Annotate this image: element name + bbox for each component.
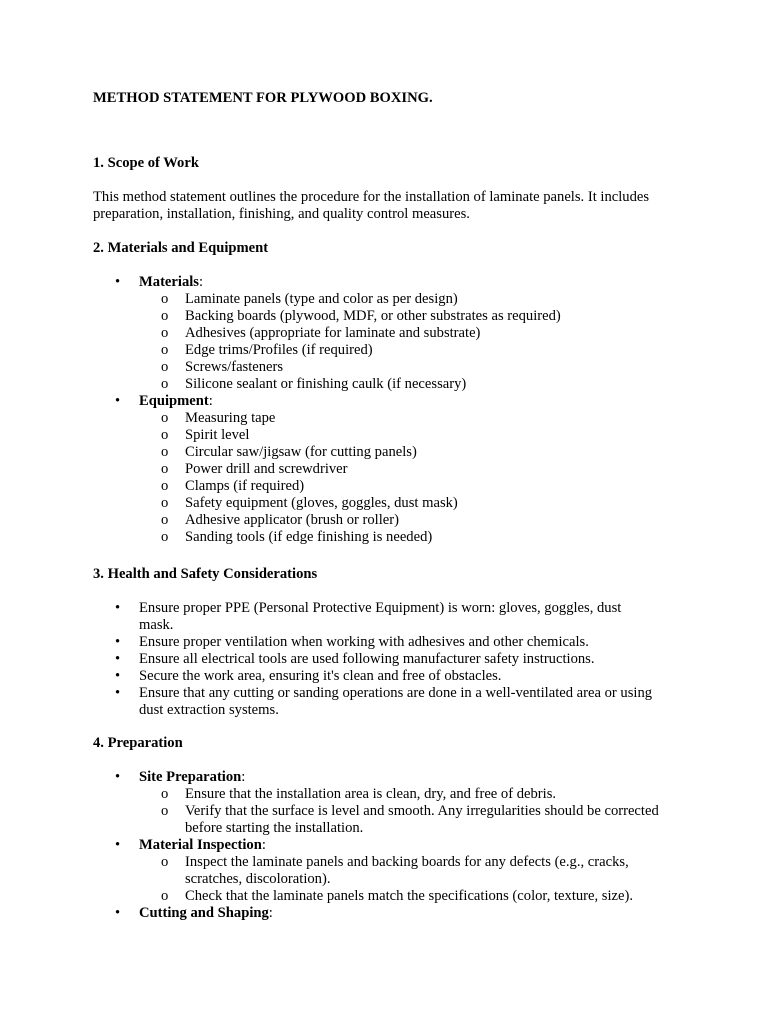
health-safety-list <box>93 600 693 719</box>
section-heading-health-safety: 3. Health and Safety Considerations <box>93 566 318 582</box>
list-item: o Edge trims/Profiles (if required) <box>139 342 693 359</box>
list-item: • Secure the work area, ensuring it's clean and free of obstacles. <box>93 668 693 685</box>
material-inspection-sublist <box>139 854 693 905</box>
list-item: o Safety equipment (gloves, goggles, dust mask) <box>139 495 693 512</box>
document-title: METHOD STATEMENT FOR PLYWOOD BOXING. <box>93 90 433 106</box>
list-item: • Site Preparation: o Ensure that the installation area is clean, dry, and free of debris. o Verify that the surface is level and smooth. Any irregularities should be corrected before starting the installation. <box>93 769 693 837</box>
materials-label: Materials <box>139 274 199 290</box>
list-item: • Materials: o Laminate panels (type and color as per design) o Backing boards (plywood, MDF, or other substrates as required) o Adhesives (appropriate for laminate and substrate) o Edge trims/Profiles (if required) o Screws/fasteners o Silicone sealant or finishing caulk (if necessary) <box>93 274 693 393</box>
list-item: o Check that the laminate panels match the specifications (color, texture, size). <box>139 888 693 905</box>
section-heading-preparation: 4. Preparation <box>93 735 183 751</box>
list-item: o Sanding tools (if edge finishing is needed) <box>139 529 693 546</box>
list-item: o Backing boards (plywood, MDF, or other substrates as required) <box>139 308 693 325</box>
equipment-sublist <box>139 410 693 546</box>
preparation-list <box>93 769 693 922</box>
site-preparation-sublist <box>139 786 693 837</box>
list-item: o Circular saw/jigsaw (for cutting panels) <box>139 444 693 461</box>
equipment-label: Equipment <box>139 393 209 409</box>
list-item: o Clamps (if required) <box>139 478 693 495</box>
materials-sublist <box>139 291 693 393</box>
list-item: o Silicone sealant or finishing caulk (if necessary) <box>139 376 693 393</box>
scope-paragraph: This method statement outlines the procedure for the installation of laminate panels. It includes preparation, installation, finishing, and quality control measures. <box>93 189 650 222</box>
list-item: o Screws/fasteners <box>139 359 693 376</box>
materials-equipment-list <box>93 274 693 546</box>
list-item: o Spirit level <box>139 427 693 444</box>
list-item: o Adhesive applicator (brush or roller) <box>139 512 693 529</box>
list-item: • Ensure proper PPE (Personal Protective Equipment) is worn: gloves, goggles, dust mask. <box>93 600 659 634</box>
list-item: • Ensure that any cutting or sanding operations are done in a well-ventilated area or using dust extraction systems. <box>93 685 659 719</box>
list-item: • Material Inspection: o Inspect the laminate panels and backing boards for any defects (e.g., cracks, scratches, discoloration). o Check that the laminate panels match the specifications (color, texture, size). <box>93 837 693 905</box>
list-item: o Power drill and screwdriver <box>139 461 693 478</box>
list-item: o Measuring tape <box>139 410 693 427</box>
site-preparation-label: Site Preparation <box>139 769 242 785</box>
list-item: o Verify that the surface is level and smooth. Any irregularities should be corrected before starting the installation. <box>139 803 665 837</box>
list-item: • Cutting and Shaping: <box>93 905 693 922</box>
section-heading-scope: 1. Scope of Work <box>93 155 199 171</box>
list-item: • Equipment: o Measuring tape o Spirit level o Circular saw/jigsaw (for cutting panels) o Power drill and screwdriver o Clamps (if required) o Safety equipment (gloves, goggles, dust mask) o Adhesive applicator (brush or roller) o Sanding tools (if edge finishing is needed) <box>93 393 693 546</box>
list-item: • Ensure all electrical tools are used following manufacturer safety instructions. <box>93 651 693 668</box>
cutting-shaping-label: Cutting and Shaping <box>139 905 269 921</box>
list-item: • Ensure proper ventilation when working with adhesives and other chemicals. <box>93 634 693 651</box>
material-inspection-label: Material Inspection <box>139 837 262 853</box>
section-heading-materials: 2. Materials and Equipment <box>93 240 269 256</box>
list-item: o Adhesives (appropriate for laminate and substrate) <box>139 325 693 342</box>
list-item: o Ensure that the installation area is clean, dry, and free of debris. <box>139 786 693 803</box>
list-item: o Laminate panels (type and color as per design) <box>139 291 693 308</box>
list-item: o Inspect the laminate panels and backing boards for any defects (e.g., cracks, scratches, discoloration). <box>139 854 665 888</box>
